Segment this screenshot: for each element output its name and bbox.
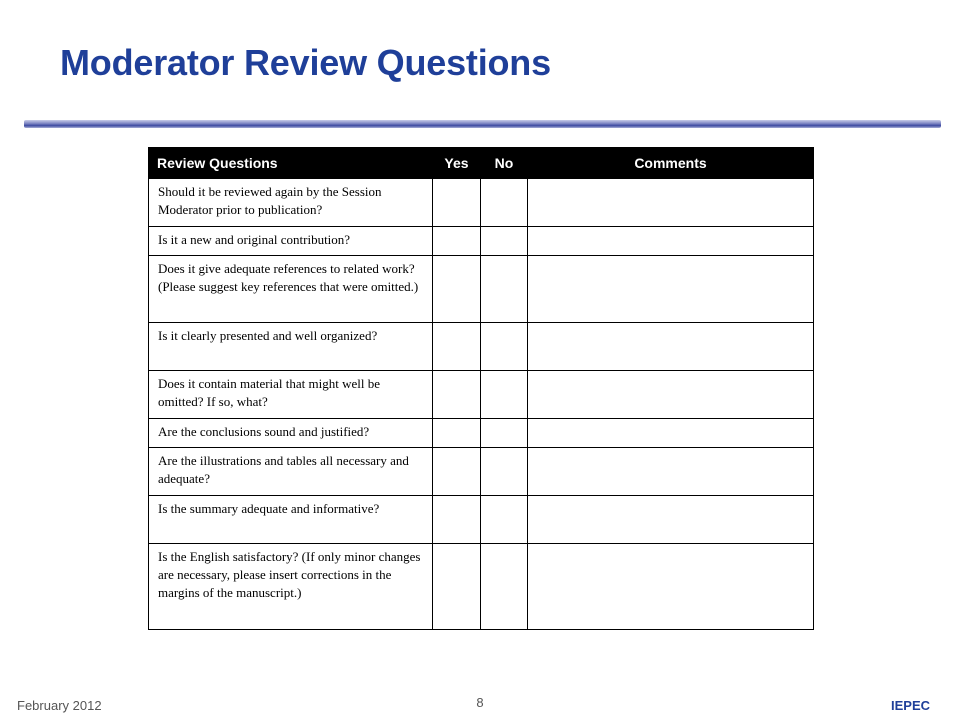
review-questions-table xyxy=(148,147,814,630)
no-cell xyxy=(481,179,528,227)
header-comments: Comments xyxy=(528,148,814,179)
question-cell: Is the English satisfactory? (If only minor changes are necessary, please insert corrections in the margins of the manuscript.) xyxy=(149,544,433,630)
question-cell: Is it a new and original contribution? xyxy=(149,227,433,256)
table-row xyxy=(149,179,814,227)
table-row xyxy=(149,256,814,323)
comments-cell xyxy=(528,323,814,371)
yes-cell xyxy=(433,419,481,448)
yes-cell xyxy=(433,371,481,419)
table-row xyxy=(149,227,814,256)
no-cell xyxy=(481,256,528,323)
no-cell xyxy=(481,419,528,448)
no-cell xyxy=(481,371,528,419)
table-row xyxy=(149,323,814,371)
no-cell xyxy=(481,227,528,256)
comments-cell xyxy=(528,256,814,323)
comments-cell xyxy=(528,371,814,419)
comments-cell xyxy=(528,544,814,630)
table-row xyxy=(149,496,814,544)
table-row xyxy=(149,419,814,448)
comments-cell xyxy=(528,448,814,496)
yes-cell xyxy=(433,496,481,544)
question-cell: Does it contain material that might well be omitted? If so, what? xyxy=(149,371,433,419)
comments-cell xyxy=(528,227,814,256)
page-number: 8 xyxy=(476,695,484,710)
footer-organization: IEPEC xyxy=(890,698,930,713)
footer-date: February 2012 xyxy=(17,698,102,713)
yes-cell xyxy=(433,323,481,371)
no-cell xyxy=(481,544,528,630)
comments-cell xyxy=(528,419,814,448)
no-cell xyxy=(481,496,528,544)
question-cell: Is the summary adequate and informative? xyxy=(149,496,433,544)
question-cell: Are the conclusions sound and justified? xyxy=(149,419,433,448)
table-header-row xyxy=(149,148,814,179)
comments-cell xyxy=(528,496,814,544)
no-cell xyxy=(481,448,528,496)
question-cell: Is it clearly presented and well organized? xyxy=(149,323,433,371)
header-no: No xyxy=(481,148,528,179)
question-cell: Does it give adequate references to related work? (Please suggest key references that were omitted.) xyxy=(149,256,433,323)
yes-cell xyxy=(433,448,481,496)
yes-cell xyxy=(433,179,481,227)
question-cell: Are the illustrations and tables all necessary and adequate? xyxy=(149,448,433,496)
slide-title: Moderator Review Questions xyxy=(60,42,551,83)
comments-cell xyxy=(528,179,814,227)
yes-cell xyxy=(433,256,481,323)
yes-cell xyxy=(433,544,481,630)
header-yes: Yes xyxy=(433,148,481,179)
table-row xyxy=(149,448,814,496)
no-cell xyxy=(481,323,528,371)
table-row xyxy=(149,544,814,630)
title-divider xyxy=(24,120,941,128)
table-row xyxy=(149,371,814,419)
yes-cell xyxy=(433,227,481,256)
question-cell: Should it be reviewed again by the Session Moderator prior to publication? xyxy=(149,179,433,227)
header-review-questions: Review Questions xyxy=(149,148,433,179)
